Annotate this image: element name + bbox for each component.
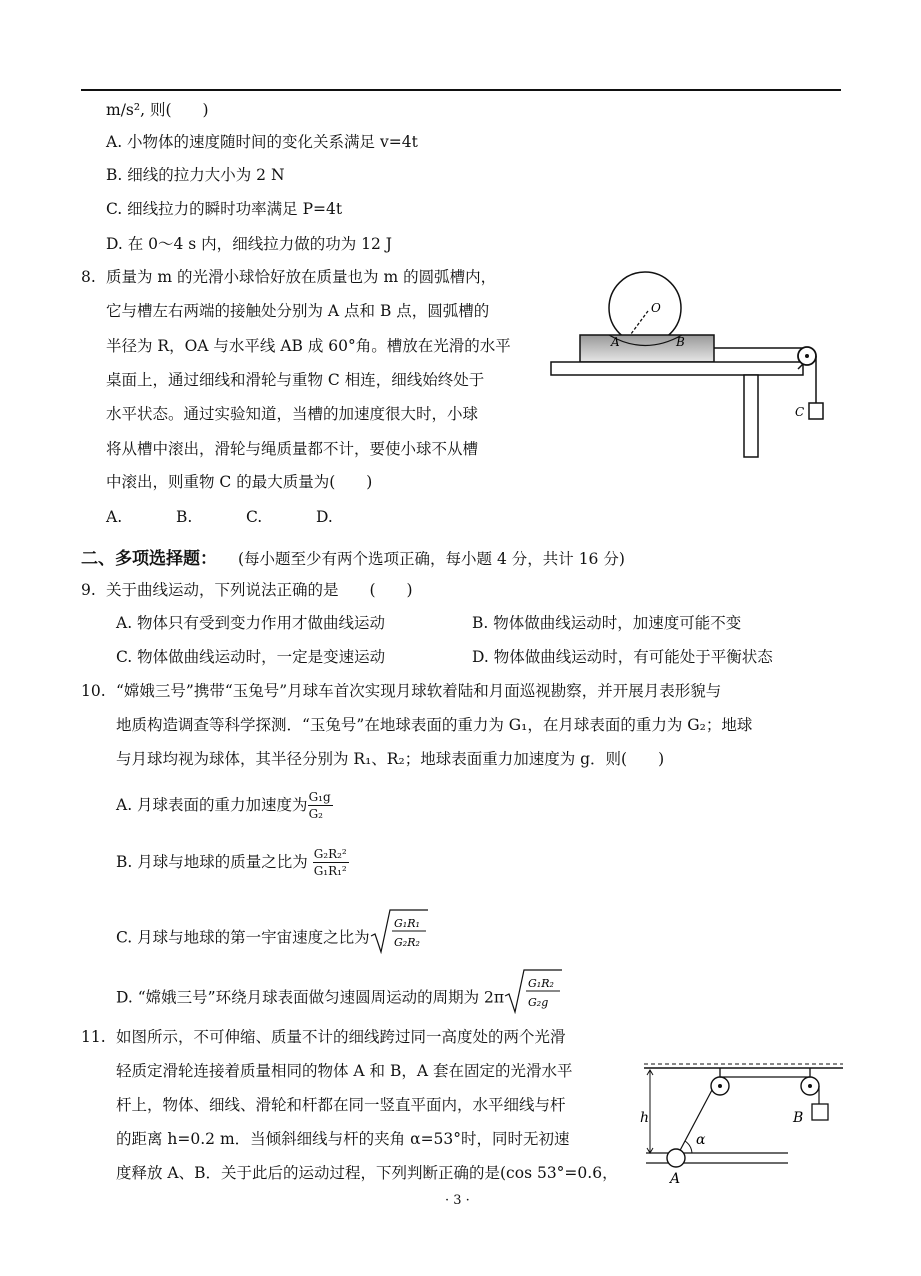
fraction — [308, 791, 333, 821]
q11-line-4: 的距离 h=0.2 m．当倾斜细线与杆的夹角 α=53°时，同时无初速 — [116, 1130, 570, 1148]
label-alpha: α — [696, 1132, 706, 1148]
q9-option-b: B. 物体做曲线运动时，加速度可能不变 — [472, 614, 742, 632]
fraction-numerator: G₂R₂² — [313, 847, 347, 861]
fraction — [313, 848, 349, 878]
q7-stem-tail: m/s², 则( ) — [106, 101, 209, 119]
q9-option-c: C. 物体做曲线运动时，一定是变速运动 — [116, 648, 386, 666]
q9-number: 9. — [81, 581, 96, 599]
fraction-denominator: G₁R₁² — [313, 864, 347, 878]
q10-line-1: “嫦娥三号”携带“玉兔号”月球车首次实现月球软着陆和月面巡视勘察，并开展月表形貌与 — [116, 682, 722, 700]
header-rule — [81, 89, 841, 91]
q8-option-c: C. — [246, 508, 263, 526]
svg-text:G₂R₂: G₂R₂ — [393, 936, 420, 949]
ball-circle — [609, 272, 681, 344]
q10-line-3: 与月球均视为球体，其半径分别为 R₁、R₂；地球表面重力加速度为 g．则( ) — [116, 750, 665, 768]
table-top — [551, 362, 803, 375]
q11-line-5: 度释放 A、B．关于此后的运动过程，下列判断正确的是(cos 53°=0.6， — [116, 1164, 618, 1182]
q7-option-d: D. 在 0～4 s 内，细线拉力做的功为 12 J — [106, 235, 392, 253]
q10-line-2: 地质构造调查等科学探测．“玉兔号”在地球表面的重力为 G₁，在月球表面的重力为 G₂；地球 — [116, 716, 753, 734]
ring-a — [667, 1149, 685, 1167]
q10-number: 10. — [81, 682, 106, 700]
q8-line-1: 质量为 m 的光滑小球恰好放在质量也为 m 的圆弧槽内， — [106, 268, 497, 286]
q10-option-c — [116, 908, 428, 969]
q8-line-6: 将从槽中滚出，滑轮与绳质量都不计，要使小球不从槽 — [106, 440, 479, 458]
q8-line-3: 半径为 R，OA 与水平线 AB 成 60°角。槽放在光滑的水平 — [106, 337, 511, 355]
q7-option-a: A. 小物体的速度随时间的变化关系满足 v=4t — [106, 133, 418, 151]
label-b: B — [793, 1110, 804, 1126]
inclined-string — [676, 1090, 712, 1158]
q8-option-d: D. — [316, 508, 333, 526]
q10-option-b-text: B. 月球与地球的质量之比为 — [116, 853, 308, 871]
q11-line-1: 如图所示，不可伸缩、质量不计的细线跨过同一高度处的两个光滑 — [116, 1028, 566, 1046]
table-leg — [744, 375, 758, 457]
q7-option-b: B. 细线的拉力大小为 2 N — [106, 166, 285, 184]
q8-line-7: 中滚出，则重物 C 的最大质量为( ) — [106, 473, 373, 491]
label-a: A — [670, 1171, 681, 1187]
svg-text:G₂g: G₂g — [528, 996, 549, 1009]
q8-option-b: B. — [176, 508, 193, 526]
sqrt-symbol — [504, 968, 562, 1029]
q10-option-d — [116, 968, 562, 1029]
fraction-denominator: G₂ — [308, 807, 323, 821]
q10-option-a — [116, 790, 333, 821]
groove-block — [580, 335, 714, 362]
label-o: O — [651, 301, 661, 315]
svg-text:G₁R₂: G₁R₂ — [528, 977, 554, 990]
label-b: B — [676, 335, 685, 349]
q11-line-2: 轻质定滑轮连接着质量相同的物体 A 和 B，A 套在固定的光滑水平 — [116, 1062, 573, 1080]
q10-option-b — [116, 847, 349, 878]
q9-option-d: D. 物体做曲线运动时，有可能处于平衡状态 — [472, 648, 773, 666]
q8-number: 8. — [81, 268, 96, 286]
q11-figure — [638, 1060, 848, 1190]
q11-number: 11. — [81, 1028, 106, 1046]
q10-option-a-text: A. 月球表面的重力加速度为 — [116, 796, 308, 814]
q10-option-c-text: C. 月球与地球的第一宇宙速度之比为 — [116, 928, 370, 947]
q8-option-a: A. — [106, 508, 123, 526]
q8-line-4: 桌面上，通过细线和滑轮与重物 C 相连，细线始终处于 — [106, 371, 485, 389]
q8-figure — [545, 268, 845, 464]
label-a: A — [611, 335, 620, 349]
q8-line-5: 水平状态。通过实验知道，当槽的加速度很大时，小球 — [106, 405, 479, 423]
q8-line-2: 它与槽左右两端的接触处分别为 A 点和 B 点，圆弧槽的 — [106, 302, 490, 320]
q7-option-c: C. 细线拉力的瞬时功率满足 P=4t — [106, 200, 343, 218]
page-number: · 3 · — [445, 1193, 470, 1208]
q9-option-a: A. 物体只有受到变力作用才做曲线运动 — [116, 614, 386, 632]
fraction-numerator: G₁g — [308, 790, 331, 804]
block-b — [812, 1104, 828, 1120]
weight-c — [809, 403, 823, 419]
svg-text:G₁R₁: G₁R₁ — [393, 917, 420, 930]
q11-line-3: 杆上，物体、细线、滑轮和杆都在同一竖直平面内，水平细线与杆 — [116, 1096, 566, 1114]
q9-stem: 关于曲线运动，下列说法正确的是 ( ) — [106, 581, 413, 599]
label-c: C — [795, 405, 805, 419]
section-2-title: 二、多项选择题： — [81, 549, 217, 569]
sqrt-symbol — [370, 908, 428, 969]
q10-option-d-text: D. “嫦娥三号”环绕月球表面做匀速圆周运动的周期为 2π — [116, 988, 505, 1007]
section-2-note: (每小题至少有两个选项正确，每小题 4 分，共计 16 分) — [238, 550, 625, 568]
label-h: h — [640, 1110, 650, 1126]
